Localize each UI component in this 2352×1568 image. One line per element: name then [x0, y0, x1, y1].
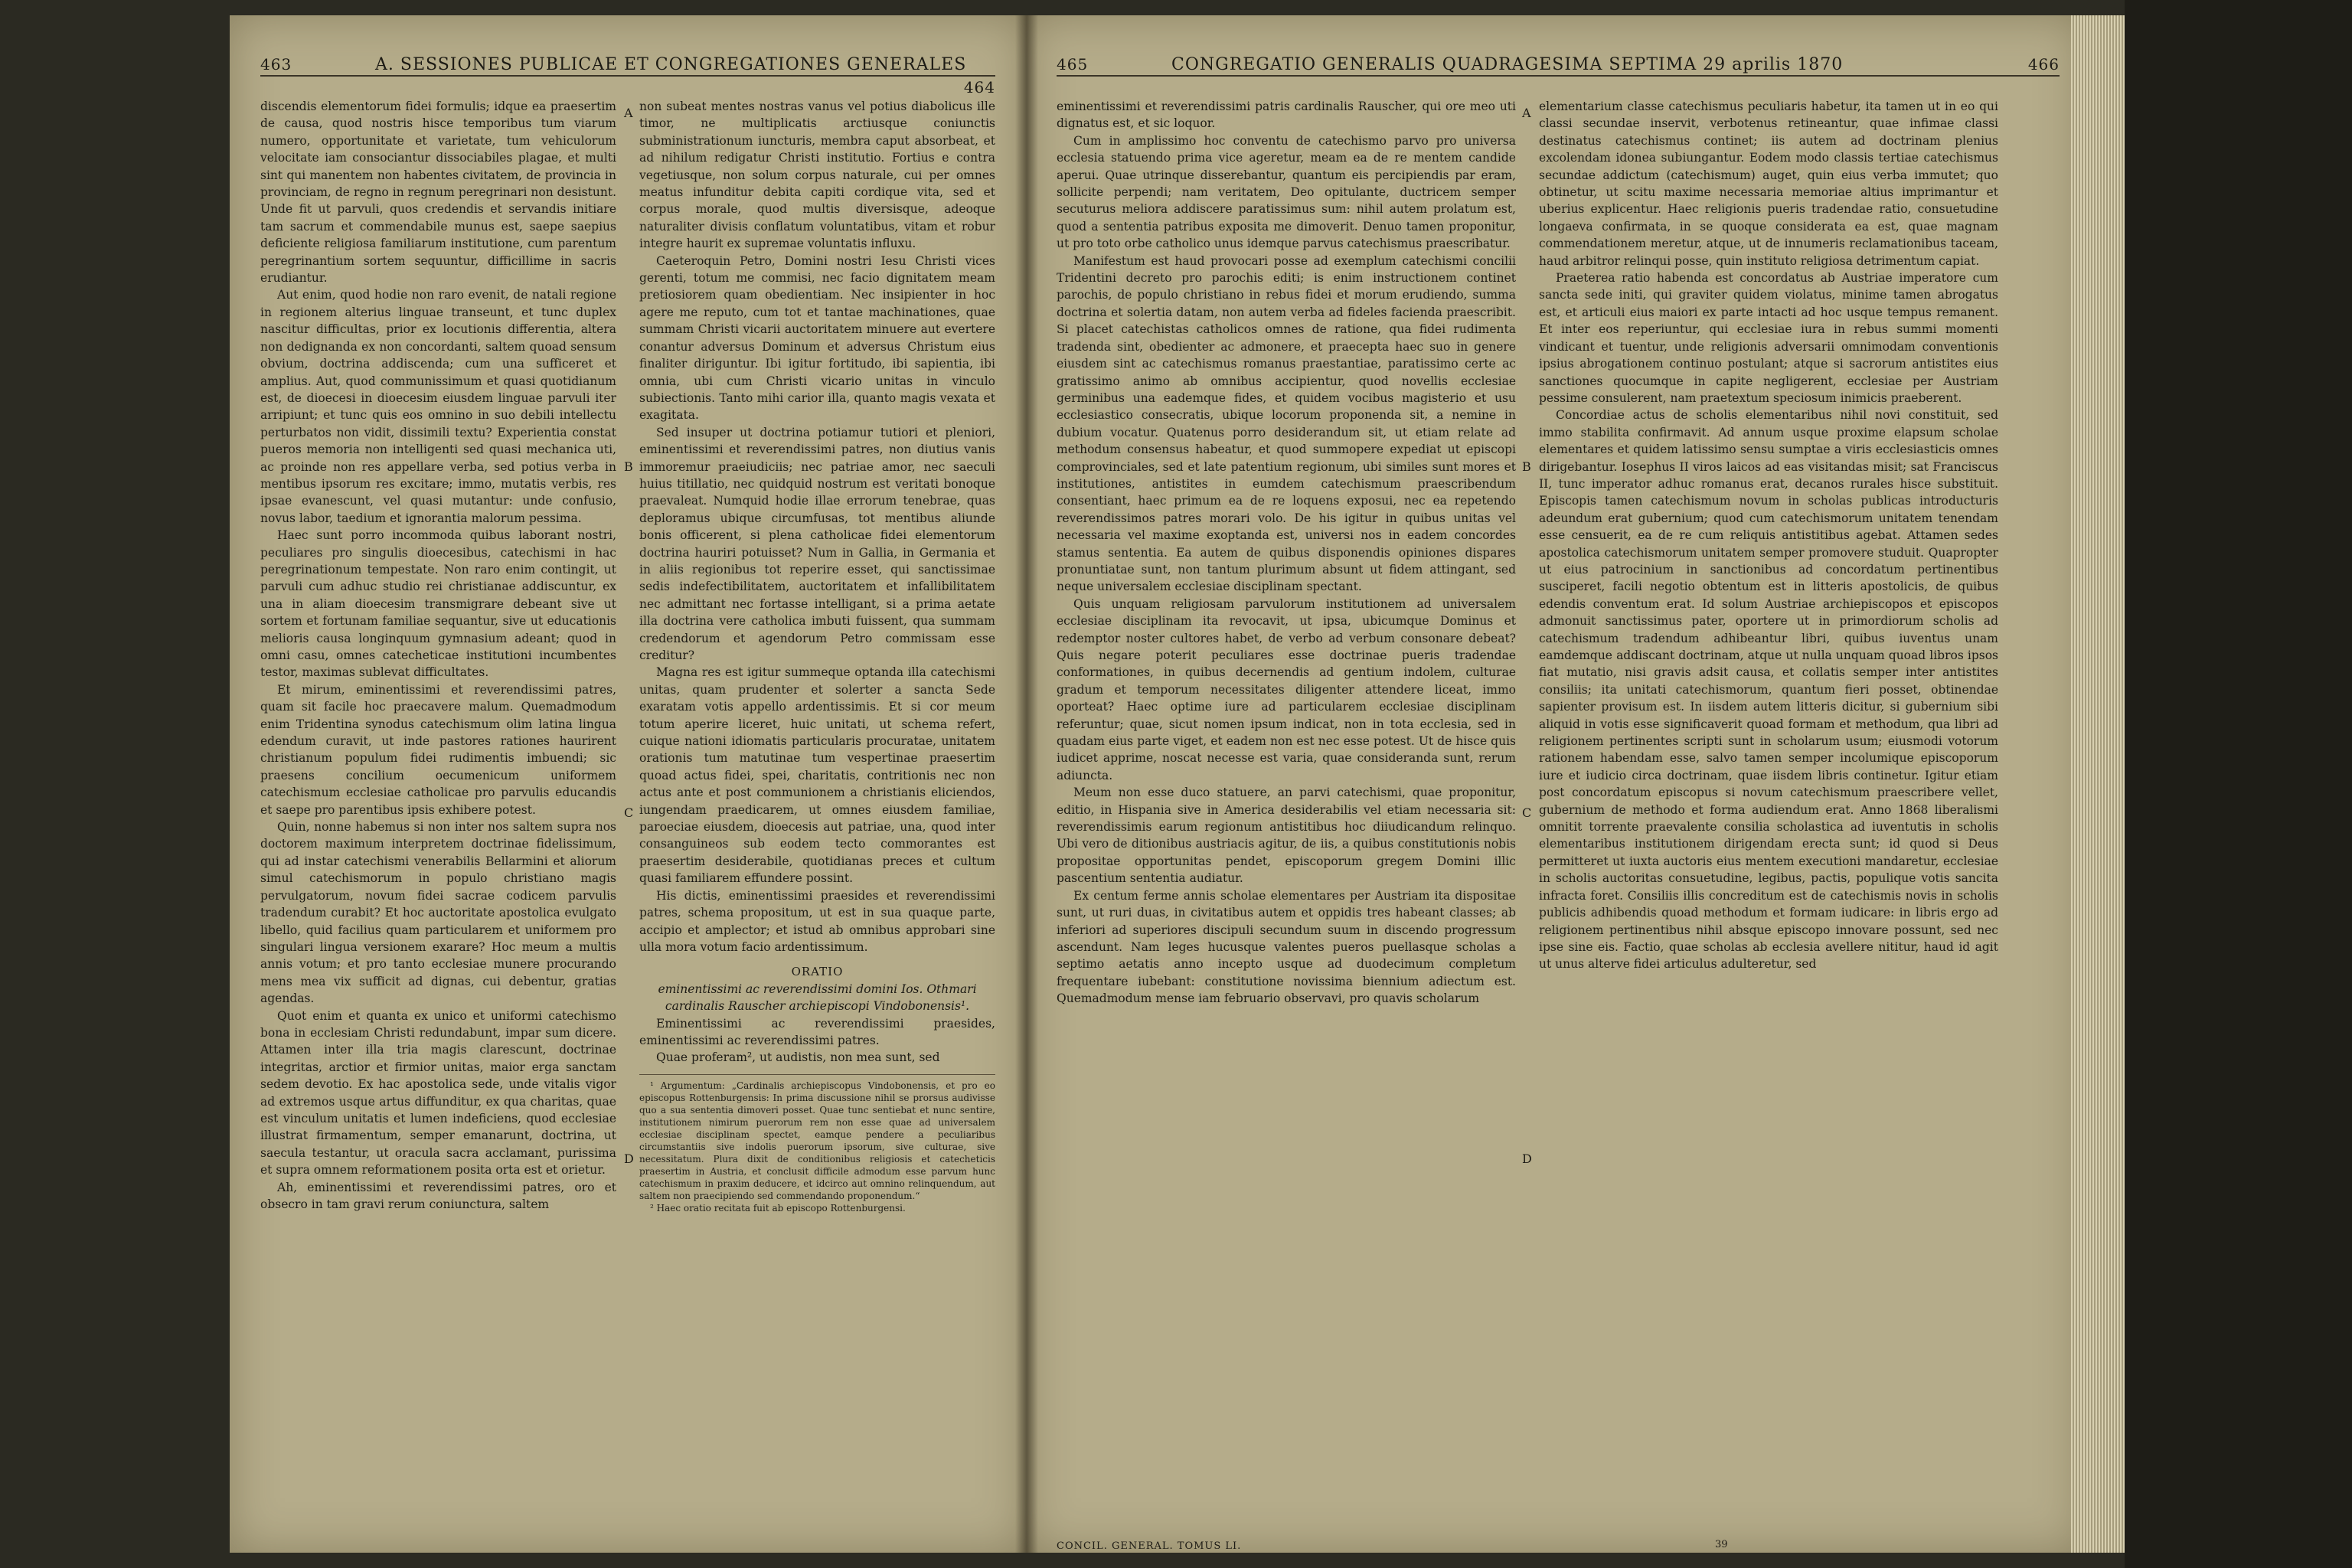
paragraph: discendis elementorum fidei formulis; idque ea praesertim de causa, quod nostris hisce temporibus tum viarum numero, opportunitate et varietate, tum vehiculorum velocitate iam consociantur dissociabiles plagae, et multi sint qui manentem non habentes civitatem, de provincia in provinciam, de regno in regnum peregrinari non desistunt. Unde fit ut parvuli, quos credendis et servandis initiare tam sacrum et commendabile munus est, saepe saepius deficiente religiosa familiarum institutione, cum parentum peregrinantium sortem sequuntur, difficillime in sacris erudiantur. [260, 100, 616, 286]
paragraph: Quae proferam², ut audistis, non mea sunt, sed [656, 1050, 940, 1065]
paragraph: elementarium classe catechismus peculiaris habetur, ita tamen ut in eo qui classi secundae inservit, verbotenus retineantur, quae infimae classi destinatus catechismus continet; iis autem ad doctrinam plenius excolendam idonea subiungantur. Eodem modo classis tertiae catechismus secundae addictum (catechismum) auget, quin eius verba immutet; quo obtinetur, ut scitu maxime necessaria memoriae altius imprimantur et uberius explicentur. Haec religionis pueris tradendae ratio, consuetudine longaeva confirmata, in se quoque considerata ea est, quae magnam commendationem meretur, atque, ut de innumeris reclamationibus taceam, haud arbitror relinqui posse, quin instituto religiosa detrimentum capiat. [1539, 100, 1998, 268]
paragraph: Praeterea ratio habenda est concordatus ab Austriae imperatore cum sancta sede initi, qui graviter quidem violatus, minime tamen abrogatus est, et articuli eius maiori ex parte intacti ad hoc usque tempus remanent. Et inter eos reperiuntur, qui ecclesiae iura in rebus summi momenti vindicant et tuentur, unde religionis adversarii omnimodam conventionis ipsius abrogationem continuo postulant; atque si sacrorum antistites eius sanctiones quocumque in capite negligerent, ecclesiae per Austriam pessime consulerent, nam praetextum speciosum inimicis praeberent. [1539, 271, 1998, 405]
paragraph: Manifestum est haud provocari posse ad exemplum catechismi concilii Tridentini decreto pro parochis editi; is enim instructionem continet parochis, de populo christiano in rebus fidei et morum erudiendo, summa doctrina et solertia datam, non autem verba ad fideles facienda praescribit. Si placet catechistas catholicos omnes de ratione, qua fidei rudimenta tradenda sint, obedienter ac admonere, et praecepta haec suo in genere eiusdem sint ac catechismus romanus praestantiae, paratissimo certe ac gratissimo animo ab omnibus accipientur, quod novellis ecclesiae germinibus una eademque fides, et quidem vocibus magisterio et usu ecclesiastico consecratis, ubique locorum proponenda sit, a nemine in dubium vocatur. Quatenus porro desiderandum sit, ut etiam relate ad methodum consensus habeatur, et quod summopere expediat ut episcopi comprovinciales, sed et late patentium regionum, ubi similes sunt mores et institutiones, antistites in eumdem catechismum praescribendum consentiant, haec primum ea de re loquens exposui, nec ea repetendo reverendissimos patres morari volo. De his igitur in quibus unitas vel necessaria vel maxime exoptanda est, universi nos in eadem concordes stamus sententia. Ea autem de quibus disponendis opiniones dispares pronuntiatae sunt, non tantum plurimum absunt ut fidem attingant, sed neque universalem ecclesiae disciplinam spectant. [1057, 253, 1516, 594]
left-column-1 [260, 98, 616, 1537]
signature-mark: 39 [1715, 1539, 1728, 1550]
footnote: ¹ Argumentum: „Cardinalis archiepiscopus Vindobonensis, et pro eo episcopus Rottenburgensis: In prima discussione nihil se prorsus audivisse quo a sua sententia dimoveri posset. Quae tunc sentiebat et nunc sentire, institutionem nimirum puerorum rem non esse quae ad universalem ecclesiae disciplinam spectet, eamque pendere a peculiaribus circumstantiis sive indolis puerorum ipsorum, sive culturae, sive necessitatum. Plura dixit de conditionibus religiosis et catecheticis praesertim in Austria, et conclusit difficile admodum esse parvum hunc catechismum in praxim deducere, et idcirco aut omnino relinquendum, aut saltem non praecipiendo sed commendando proponendum.“ [639, 1080, 995, 1201]
paragraph: Eminentissimi ac reverendissimi praesides, eminentissimi ac reverendissimi patres. [639, 1016, 995, 1047]
paragraph: Magna res est igitur summeque optanda illa catechismi unitas, quam prudenter et solerter a sancta Sede exaratam votis appello ardentissimis. Et si cor meum totum aperire liceret, huic unitati, ut schema refert, cuique nationi idiomatis particularis procuratae, unitatem orationis tum matutinae tum vespertinae praesertim quoad actus fidei, spei, charitatis, contritionis nec non actus ante et post communionem a christianis eliciendos, iungendam praedicarem, ut omnes eiusdem familiae, paroeciae eiusdem, dioecesis aut patriae, una, quod inter consanguineos sub eodem tecto commorantes est praesertim desiderabile, quotidianas preces et cultum quasi familiarem effundere possint. [639, 665, 995, 886]
paragraph: Meum non esse duco statuere, an parvi catechismi, quae proponitur, editio, in Hispania sive in America desiderabilis vel etiam necessaria sit: reverendissimis earum regionum antistitibus hoc diiudicandum relinquo. Ubi vero de ditionibus austriacis agitur, de iis, a quibus constitutionis nobis propositae opportunitas pendet, episcoporum gregem Domini illic pascentium sententia audiatur. [1057, 786, 1516, 886]
footnotes [639, 1074, 995, 1214]
oratio-heading: ORATIO [791, 965, 844, 979]
left-running-title: A. SESSIONES PUBLICAE ET CONGREGATIONES GENERALES [375, 55, 967, 74]
paragraph: Caeteroquin Petro, Domini nostri Iesu Christi vices gerenti, totum me commisi, nec facio dignitatem meam pretiosiorem quam obedientiam. Nec insipienter in hoc agere me reputo, cum tot et tantae machinationes, quae summam Christi vicarii auctoritatem minuere aut evertere conantur adversus Dominum et adversus Christum eius finaliter diriguntur. Ibi igitur fortitudo, ibi sapientia, ibi omnia, ubi cum Christi vicario unitas in vinculo subiectionis. Tanto mihi carior illa, quanto magis vexata et exagitata. [639, 253, 995, 423]
margin-letter: B [624, 459, 633, 474]
right-running-head [1057, 47, 2060, 77]
left-column-2 [639, 98, 995, 1537]
tome-footer: CONCIL. GENERAL. TOMUS LI. [1057, 1540, 1242, 1552]
oratio-subtitle: eminentissimi ac reverendissimi domini Ios. Othmari cardinalis Rauscher archiepiscopi Vindobonensis¹. [658, 982, 977, 1014]
paragraph: eminentissimi et reverendissimi patris cardinalis Rauscher, qui ore meo uti dignatus est, et sic loquor. [1057, 100, 1516, 131]
paragraph: Sed insuper ut doctrina potiamur tutiori et pleniori, eminentissimi et reverendissimi patres, non diutius vanis immoremur praeiudiciis; nec patriae amor, nec saeculi huius titillatio, nec quidquid nostrum est veritati bonoque praevaleat. Numquid hodie illae errorum tenebrae, quas deploramus ubique circumfusas, tot mentibus aliunde bonis officerent, si plena catholicae fidei elementorum doctrina hauriri potuisset? Num in Gallia, in Germania et in aliis regionibus tot reperire esset, qui sanctissimae sedis indefectibilitatem, auctoritatem et infallibilitatem nec admittant nec fortasse intelligant, si a prima aetate illa doctrina vere catholica imbuti fuissent, qua summam credendorum et agendorum Petro commissam esse creditur? [639, 425, 995, 662]
margin-letter: A [624, 106, 633, 120]
paragraph: Ah, eminentissimi et reverendissimi patres, oro et obsecro in tam gravi rerum coniunctura, saltem [260, 1180, 616, 1211]
right-page-number-right: 466 [2027, 55, 2060, 74]
margin-letter: D [1522, 1152, 1532, 1166]
paragraph: Quot enim et quanta ex unico et uniformi catechismo bona in ecclesiam Christi redundabunt, impar sum dicere. Attamen inter illa tria magis clarescunt, doctrinae integritas, arctior et firmior unitas, maior erga sanctam sedem devotio. Ex hac apostolica sede, unde vitalis vigor ad extremos usque artus diffunditur, ex qua charitas, quae est vinculum unitatis et lumen indeficiens, quod ecclesiae illustrat firmamentum, semper emanarunt, doctrina, ut saecula testantur, ut oracula sacra acclamant, purissima et supra omnem reformationem posita orta est et orietur. [260, 1008, 616, 1178]
paragraph: Cum in amplissimo hoc conventu de catechismo parvo pro universa ecclesia statuendo prima vice ageretur, meam ea de re mentem candide aperui. Quae utrinque disserebantur, quantum eis percipiendis par eram, sollicite perpendi; nam veritatem, Deo opitulante, ductricem semper secuturus meliora addiscere paratissimus sum: nihil autem prolatum est, quod a sententia patribus exposita me dimoverit. Denuo tamen proponitur, ut pro toto orbe catholico unus idemque parvus catechismus praescribatur. [1057, 133, 1516, 251]
paragraph: Haec sunt porro incommoda quibus laborant nostri, peculiares pro singulis dioecesibus, catechismi in hac peregrinationum tempestate. Non raro enim contingit, ut parvuli cum adhuc studio rei christianae addiscuntur, ex una in aliam dioecesim transmigrare debeant sive ut sortem et fortunam familiae sequantur, sive ut educationis melioris causa longinquum gymnasium adeant; quod in omni casu, omnes catecheticae institutioni incumbentes testor, maximas sublevat difficultates. [260, 528, 616, 680]
right-column-2 [1539, 98, 1998, 1537]
paragraph: His dictis, eminentissimi praesides et reverendissimi patres, schema propositum, ut est in sua quaque parte, accipio et amplector; et istud ab omnibus approbari sine ulla mora votum facio ardentissimum. [639, 888, 995, 954]
paragraph: Concordiae actus de scholis elementaribus nihil novi constituit, sed immo stabilita confirmavit. Ad annum usque proxime elapsum scholae elementares et quidem latissimo sensu sumptae a viris ecclesiasticis omnes dirigebantur. Iosephus II viros laicos ad eas visitandas misit; sat Franciscus II, tunc imperator adhuc romanus erat, decanos rurales hisce substituit. Episcopis tamen catechismum novum in scholas publicas introducturis adeundum erat gubernium; quod cum catechismorum unitatem tenendam esse censuerit, ea de re cum reliquis antistitibus agebat. Attamen sedes apostolica catechismorum unitatem semper promovere studuit. Quapropter ut eius patrocinium in sanctionibus ad concordatum pertinentibus susciperet, facili negotio obtentum est in litteris apostolicis, de quibus edendis conventum erat. Id solum Austriae archiepiscopos et episcopos admonuit sanctissimus pater, oportere ut in primordiorum scholis ad catechismum tradendum adhibeantur libri, quibus iuventus unam eamdemque addiscant doctrinam, atque ut nulla unquam quoad libros ipsos fiat mutatio, nisi gravis adsit causa, et collatis semper inter antistites consiliis; ita unitati catechismorum, quantum fieri posset, obtinendae sapienter provisum est. In iisdem autem litteris dicitur, si gubernium sibi aliquid in votis esse significaverit quoad formam et methodum, qua libri ad religionem pertinentes scripti sunt in scholarum usum; eiusmodi votorum rationem habendam esse, salvo tamen semper incolumique episcoporum iure et iudicio circa doctrinam, quae iisdem libris continetur. Igitur etiam post concordatum episcopus si novum catechismum praescribere vellet, gubernium de methodo et forma audiendum erat. Anno 1868 liberalismi omnitit torrente praevalente consilia scholastica ad iuventutis in scholis elementaribus institutionem dirigendam erecta sunt; id quod si Deus permitteret ut iuxta auctoris eius mentem executioni mandaretur, ecclesiae in scholis auctoritas consuetudine, legibus, pactis, populique votis sancita infracta foret. Consiliis illis concreditum est de catechismis novis in scholis publicis adhibendis quoad methodum et formam iudicare: in libris ergo ad religionem pertinentibus nihil absque episcopo innovare possunt, sed nec ipse sine eis. Factio, quae scholas ab ecclesia avellere nititur, haud id agit ut unus alterve fidei articulus adulteretur, sed [1539, 408, 1998, 972]
book-gutter [1015, 15, 1038, 1553]
paragraph: Aut enim, quod hodie non raro evenit, de natali regione in regionem alterius linguae transeunt, et tunc duplex nascitur difficultas, prior ex locutionis differentia, altera non dedignanda ex non concordanti, saltem quoad sensum obvium, doctrina addiscenda; cum una sufficeret et amplius. Aut, quod communissimum et quasi quotidianum est, de dioecesi in dioecesim eiusdem linguae parvuli iter arripiunt; et tunc quis eos omnino in suo debili intellectu perturbatos non vidit, dissimili textu? Experientia constat pueros memoria non intelligenti sed quasi mechanica uti, ac proinde non res appellare verba, sed potius verba in mentibus ipsorum res excitare; immo, mutatis verbis, res ipsae evanescunt, vel quasi mutantur: unde confusio, novus labor, taedium et ignorantia malorum pessima. [260, 288, 616, 525]
margin-letter: D [624, 1152, 634, 1166]
margin-letter: C [1522, 805, 1532, 820]
right-page [1026, 15, 2082, 1553]
paragraph: Et mirum, eminentissimi et reverendissimi patres, quam sit facile hoc praecavere malum. Quemadmodum enim Tridentina synodus catechismum olim latina lingua edendum curavit, ut inde pastores rationes haurirent christianum populum fidei rudimentis imbuendi; sic praesens concilium oecumenicum uniformem catechismum ecclesiae catholicae pro parvulis educandis et saepe pro parentibus ipsis exhibere potest. [260, 682, 616, 817]
left-page [230, 15, 1026, 1553]
paragraph: Quin, nonne habemus si non inter nos saltem supra nos doctorem maximum interpretem doctrinae fidelissimum, qui ad instar catechismi venerabilis Bellarmini et aliorum simul catechismorum in populo christiano magis pervulgatorum, novum fidei sacrae codicem parvulis tradendum curabit? Et hoc auctoritate apostolica evulgato libello, quid facilius quam particularem et uniformem pro singulari lingua versionem exarare? Hoc meum a multis annis votum; et pro tanto ecclesiae munere procurando mens mea vix sufficit ad dignas, cui debentur, gratias agendas. [260, 820, 616, 1006]
margin-letter: A [1522, 106, 1531, 120]
left-running-head [260, 47, 995, 96]
paragraph: non subeat mentes nostras vanus vel potius diabolicus ille timor, ne multiplicatis arctiusque coniunctis subministrationum iuncturis, membra caput absorbeat, et ad nihilum redigatur Christi institutio. Fortius e contra vegetiusque, non solum corpus naturale, cui per omnes meatus infunditur debita capiti cordique vita, sed et corpus morale, quod multis diversisque, adeoque naturaliter divisis conflatum voluntatibus, vitam et robur integre haurit ex supremae voluntatis influxu. [639, 100, 995, 251]
margin-letter: C [624, 805, 634, 820]
right-running-title: CONGREGATIO GENERALIS QUADRAGESIMA SEPTIMA 29 aprilis 1870 [1171, 55, 1844, 74]
paragraph: Quis unquam religiosam parvulorum institutionem ad universalem ecclesiae disciplinam ita revocavit, ut ipsa, ubicumque Dominus et redemptor noster cultores habet, de verbo ad verbum consonare debeat? Quis negare poterit peculiares esse doctrinae pueris tradendae conformationes, in quibus decernendis ad gentium indolem, culturae gradum et temporum necessitates diligenter attendere liceat, immo oporteat? Haec optime iure ad particularem ecclesiae disciplinam referuntur; quae, sicut nomen ipsum indicat, non in tota ecclesia, sed in quadam eius parte viget, et eadem non est nec esse potest. Ut de hisce quis iudicet apprime, noscat necesse est varia, quae consideranda sunt, rerum adiuncta. [1057, 596, 1516, 782]
page-edges [2071, 15, 2125, 1553]
left-inner-page-number: 464 [963, 78, 995, 96]
footnote: ² Haec oratio recitata fuit ab episcopo Rottenburgensi. [650, 1202, 906, 1214]
background-dark-edge [2125, 0, 2352, 1568]
right-page-number-left: 465 [1057, 55, 1089, 74]
paragraph: Ex centum ferme annis scholae elementares per Austriam ita dispositae sunt, ut ruri duas, in civitatibus autem et oppidis tres habeant classes; ab inferiori ad superiores discipuli secundum suum in discendo progressum ascendunt. Nam leges hucusque valentes pueros puellasque scholas a septimo aetatis anno incepto usque ad duodecimum completum frequentare iubebant: constitutione novissima biennium adiectum est. Quemadmodum mense iam februario observavi, pro quavis scholarum [1057, 888, 1516, 1006]
margin-letter: B [1522, 459, 1531, 474]
left-page-number: 463 [260, 55, 292, 74]
right-column-1 [1057, 98, 1516, 1537]
